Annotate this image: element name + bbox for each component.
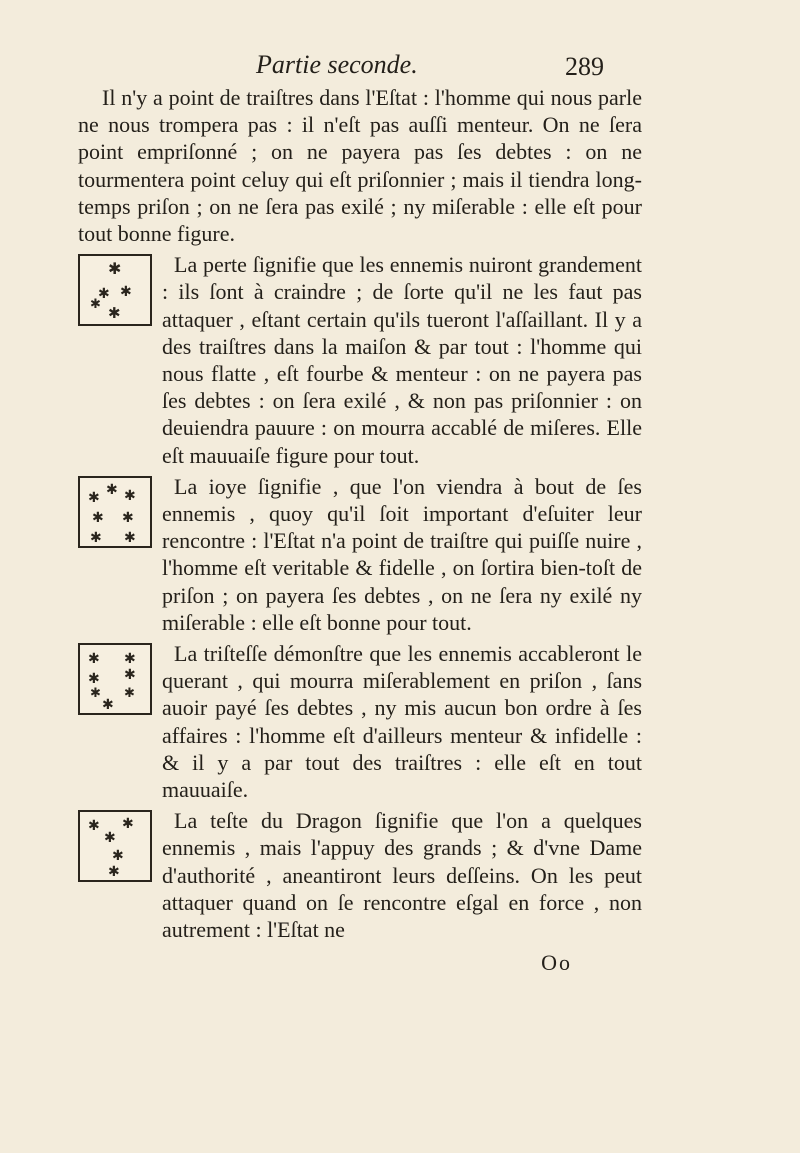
svg-text:✱: ✱ xyxy=(108,306,121,323)
svg-text:✱: ✱ xyxy=(88,652,100,668)
svg-text:✱: ✱ xyxy=(104,831,116,847)
section-text-la-perte: La perte ſignifie que les ennemis nuiront grandement : ils ſont à craindre ; de ſorte qu'il ne les faut pas attaquer , eſtant certain qu'ils tueront l'aſſaillant. Il y a des traiſtres dans la maiſon & par tout : l'homme qui nous flatte , eſt fourbe & menteur : on ne payera pas ſes debtes : on ſera exilé , & non pas priſonnier : on deuiendra pauure : on mourra accablé de miſeres. Elle eſt mauuaiſe figure pour tout. xyxy=(162,252,642,468)
geomantic-figure-la-ioye xyxy=(78,476,152,548)
geomantic-figure-la-teste-du-dragon xyxy=(78,810,152,882)
section-la-tristesse xyxy=(78,640,642,803)
signature-mark: Oo xyxy=(541,950,572,976)
svg-text:✱: ✱ xyxy=(120,285,132,301)
svg-text:✱: ✱ xyxy=(102,698,114,714)
section-la-teste-du-dragon xyxy=(78,807,642,943)
svg-text:✱: ✱ xyxy=(108,261,122,279)
svg-text:✱: ✱ xyxy=(88,672,100,688)
geomantic-figure-la-tristesse xyxy=(78,643,152,715)
svg-text:✱: ✱ xyxy=(90,685,101,701)
section-la-perte xyxy=(78,251,642,469)
svg-text:✱: ✱ xyxy=(122,510,134,526)
svg-text:✱: ✱ xyxy=(124,668,136,684)
svg-text:✱: ✱ xyxy=(124,685,135,701)
svg-text:✱: ✱ xyxy=(88,490,100,506)
section-text-la-teste-du-dragon: La teſte du Dragon ſignifie que l'on a quelques ennemis , mais l'appuy des grands ; & d'vne Dame d'authorité , aneantiront leurs deſſeins. On les peut attaquer quand on ſe rencontre eſgal en force , non autrement : l'Eſtat ne xyxy=(162,808,642,943)
svg-text:✱: ✱ xyxy=(108,865,120,881)
section-text-la-tristesse: La triſteſſe démonſtre que les ennemis accableront le querant , qui mourra miſerablement en priſon , ſans auoir payé ſes debtes , ny mis aucun bon ordre à ſes affaires : l'homme eſt d'ailleurs menteur & infidelle : & il y a par tout des traiſtres : elle eſt en tout mauuaiſe. xyxy=(162,641,642,803)
svg-text:✱: ✱ xyxy=(112,849,124,865)
svg-text:✱: ✱ xyxy=(98,287,110,303)
svg-text:✱: ✱ xyxy=(88,819,100,835)
svg-text:✱: ✱ xyxy=(122,817,134,833)
svg-text:✱: ✱ xyxy=(92,510,104,526)
geomantic-figure-la-perte xyxy=(78,254,152,326)
svg-text:✱: ✱ xyxy=(124,652,136,668)
section-text-la-ioye: La ioye ſignifie , que l'on viendra à bout de ſes ennemis , quoy qu'il ſoit important d'eſuiter leur rencontre : l'Eſtat n'a point de traiſtre qui puiſſe nuire , l'homme eſt veritable & fidelle , on ſortira bien-toſt de priſon ; on payera ſes debtes , on ne ſera ny exilé ny miſerable : elle eſt bonne pour tout. xyxy=(162,473,642,635)
svg-text:✱: ✱ xyxy=(106,482,118,498)
body-text xyxy=(78,84,642,977)
section-la-ioye xyxy=(78,473,642,636)
svg-text:✱: ✱ xyxy=(124,530,136,546)
page-number: 289 xyxy=(565,52,604,81)
svg-text:✱: ✱ xyxy=(124,488,136,504)
svg-text:✱: ✱ xyxy=(90,296,101,312)
running-title: Partie seconde. xyxy=(256,50,418,79)
intro-paragraph: Il n'y a point de traiſtres dans l'Eſtat : l'homme qui nous parle ne nous trompera pas : il n'eſt pas auſſi menteur. On ne ſera point empriſonné ; on ne payera pas ſes debtes : on ne tourmentera point celuy qui eſt priſonnier ; mais il tiendra long-temps priſon ; on ne ſera pas exilé ; ny miſerable : elle eſt pour tout bonne figure. xyxy=(78,85,642,247)
svg-text:✱: ✱ xyxy=(90,530,102,546)
